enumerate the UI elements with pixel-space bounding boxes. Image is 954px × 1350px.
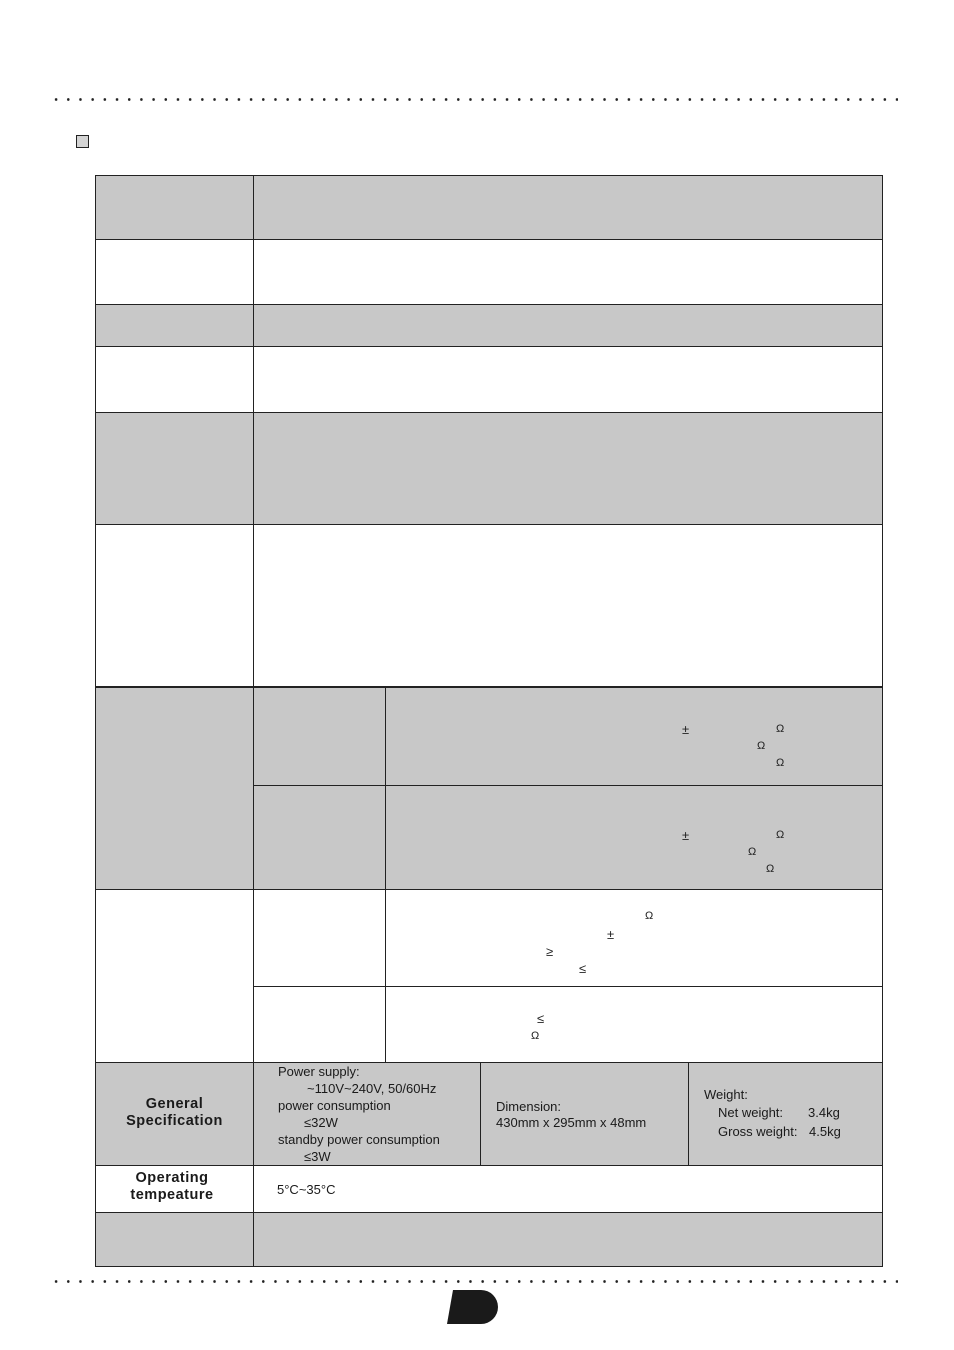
table-rule [253,785,883,786]
table-rule [95,524,883,525]
table-rule [95,1212,883,1213]
plus-minus-symbol: ± [682,828,690,843]
standby-consumption-title: standby power consumption [278,1132,440,1147]
general-spec-label-line2: Specification [126,1113,223,1129]
page-number-tab [456,1290,498,1324]
ohm-symbol: Ω [531,1030,540,1042]
general-spec-label [96,1096,253,1130]
ohm-symbol: Ω [776,757,785,769]
operating-temp-value: 5°C~35°C [277,1182,336,1197]
table-rule [95,412,883,413]
general-spec-label-line1: General [145,1096,204,1112]
dimension-value: 430mm x 295mm x 48mm [496,1115,647,1130]
table-rule [95,889,883,890]
power-supply-title: Power supply: [278,1064,360,1079]
dimension-title: Dimension: [496,1099,562,1114]
table-rule [95,1165,883,1166]
operating-temp-label [96,1170,248,1204]
less-equal-symbol: ≤ [537,1011,545,1026]
gross-weight-label: Gross weight: [718,1124,798,1139]
bottom-dotted-rule [50,1280,898,1283]
net-weight-value: 3.4kg [808,1105,840,1120]
greater-equal-symbol: ≥ [546,944,554,959]
ohm-symbol: Ω [748,846,757,858]
plus-minus-symbol: ± [682,722,690,737]
gross-weight-value: 4.5kg [809,1124,841,1139]
ohm-symbol: Ω [776,723,785,735]
power-consumption-title: power consumption [278,1098,391,1113]
column-divider [385,686,386,1062]
table-rule [95,1062,883,1063]
column-divider [480,1062,481,1165]
power-supply-value: ~110V~240V, 50/60Hz [307,1081,437,1096]
table-rule [95,346,883,347]
ohm-symbol: Ω [766,863,775,875]
less-equal-symbol: ≤ [579,961,587,976]
net-weight-label: Net weight: [718,1105,784,1120]
column-divider [253,176,254,1266]
ohm-symbol: Ω [757,740,766,752]
top-dotted-rule [50,98,898,101]
table-rule [95,239,883,240]
column-divider [688,1062,689,1165]
weight-title: Weight: [704,1087,748,1102]
table-rule [253,986,883,987]
table-rule [95,686,883,688]
table-rule [95,304,883,305]
plus-minus-symbol: ± [607,927,615,942]
standby-consumption-value: ≤3W [304,1149,331,1164]
operating-temp-label-line1: Operating [135,1170,209,1186]
section-checkbox-icon [76,135,89,148]
ohm-symbol: Ω [645,910,654,922]
operating-temp-label-line2: tempeature [130,1187,214,1203]
power-consumption-value: ≤32W [304,1115,338,1130]
ohm-symbol: Ω [776,829,785,841]
